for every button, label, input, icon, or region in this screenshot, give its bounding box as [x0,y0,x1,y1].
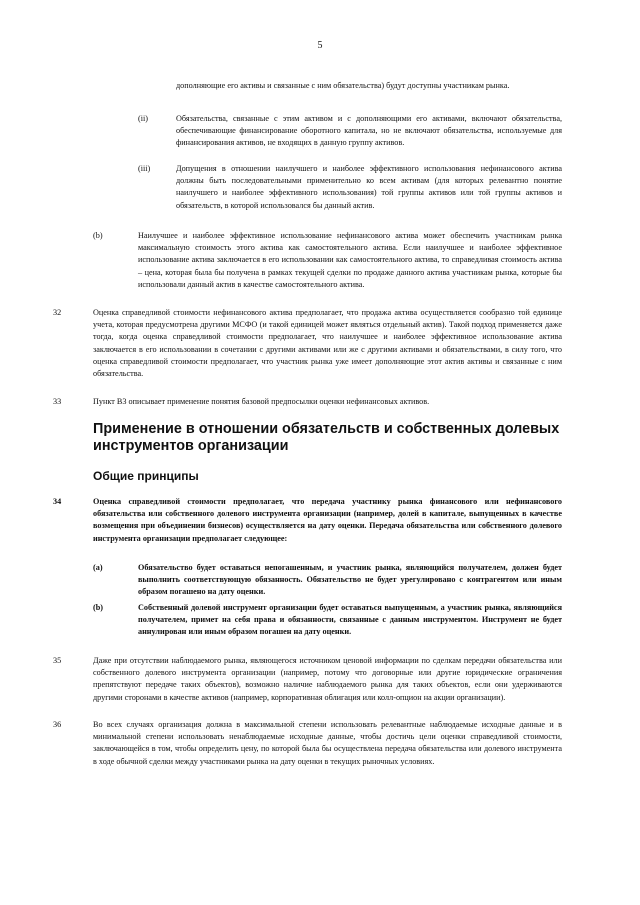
paragraph-34-item-a-text: Обязательство будет оставаться непогашенным, и участник рынка, являющийся получателем, должен будет выполнить соответствующую обязанность. Обязательство не будет урегулировано с контрагентом или иным образом погашено на дату оценки. [138,563,562,597]
paragraph-34-item-a-label: (a) [93,563,103,572]
page-number: 5 [317,40,323,51]
section-heading: Применение в отношении обязательств и собственных долевых инструментов организации [93,421,560,454]
item-ii-text: Обязательства, связанные с этим активом и с дополняющими его активами, включают обязательства, обеспечивающие финансирование оборотного капитала, но не включают обязательства, используемые для финансирования активов, не входящих в данную группу активов. [176,114,562,148]
paragraph-35-number: 35 [53,656,62,665]
paragraph-36-text: Во всех случаях организация должна в максимальной степени использовать релевантные наблюдаемые исходные данные и в минимальной степени использовать ненаблюдаемые исходные данные, чтобы достичь цели оценки справедливой стоимости, заключающейся в том, чтобы определить цену, по которой была бы осуществлена передача обязательства или долевого инструмента в ходе обычной сделки между участниками рынка на дату оценки в текущих рыночных условиях. [93,720,562,766]
item-ii-label: (ii) [138,114,149,123]
item-b-label: (b) [93,231,103,240]
paragraph-34-item-b-label: (b) [93,603,104,612]
paragraph-35-text: Даже при отсутствии наблюдаемого рынка, являющегося источником ценовой информации по сделкам передачи обязательства или собственного долевого инструмента организации (например, потому что договорные или другие юридические ограничения препятствуют передаче таких объектов), возможно наличие наблюдаемого рынка для таких объектов, если они удерживаются другими сторонами в качестве активов (например, корпоративная облигация или колл-опцион на акции организации). [93,656,562,702]
item-i-continuation: дополняющие его активы и связанные с ним обязательства) будут доступны участникам рынка. [176,81,510,90]
paragraph-32-text: Оценка справедливой стоимости нефинансового актива предполагает, что продажа актива осуществляется сообразно той единице учета, которая предусмотрена другими МСФО (и такой единицей может являться отдельный актив). Такой подход применяется даже тогда, когда оценка справедливой стоимости предполагает, что наилучшее и наиболее эффективное использование актива заключается в его использовании в сочетании с другими активами или же с другими активами и обязательствами, в силу того, что оценка справедливой стоимости предполагает, что участник рынка уже имеет дополняющие этот актив активы и связанные с ним обязательства. [93,308,562,379]
item-b-text: Наилучшее и наиболее эффективное использование нефинансового актива может обеспечить участникам рынка максимальную стоимость этого актива как самостоятельного актива. Если наилучшее и наиболее эффективное использование актива заключается в его использовании как самостоятельного актива, то справедливая стоимость актива – цена, которая была бы получена в рамках текущей сделки по продаже данного актива участникам рынка, которые бы использовали данный актив в качестве самостоятельного актива. [138,231,562,289]
item-iii-text: Допущения в отношении наилучшего и наиболее эффективного использования нефинансового актива должны быть последовательными применительно ко всем активам (для которых релевантно понятие наилучшего и наиболее эффективного использования) той группы активов или той группы активов и обязательств, в которой использовался бы данный актив. [176,164,562,210]
subsection-heading: Общие принципы [93,469,199,483]
paragraph-32-number: 32 [53,308,62,317]
item-iii-label: (iii) [138,164,151,173]
paragraph-34-text: Оценка справедливой стоимости предполагает, что передача участнику рынка финансового или нефинансового обязательства или собственного долевого инструмента организации (например, долей в капитале, выпущенных в качестве возмещения при объединении бизнесов) осуществляется на дату оценки. Передача обязательства или собственного долевого инструмента организации предполагает следующее: [93,497,562,543]
paragraph-34-item-b-text: Собственный долевой инструмент организации будет оставаться выпущенным, а участник рынка, являющийся получателем, примет на себя права и обязанности, связанные с данным инструментом. Инструмент не будет аннулирован или иным образом погашен на дату оценки. [138,603,562,637]
paragraph-33-text: Пункт В3 описывает применение понятия базовой предпосылки оценки нефинансовых активов. [93,397,430,406]
paragraph-33-number: 33 [53,397,62,406]
paragraph-36-number: 36 [53,720,62,729]
paragraph-34-number: 34 [53,497,62,506]
